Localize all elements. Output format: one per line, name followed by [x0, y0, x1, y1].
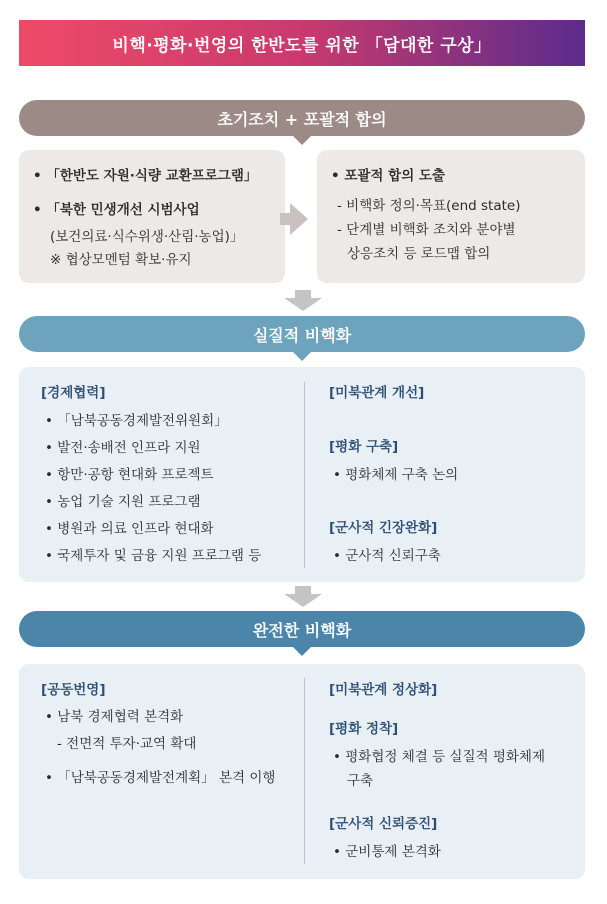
stage2-right-i2: • 평화체제 구축 논의 — [333, 467, 459, 483]
stage3-left-i1-sub: - 전면적 투자·교역 확대 — [57, 736, 197, 752]
stage2-right-h2: [평화 구축] — [329, 439, 399, 455]
stage2-right-i3: • 군사적 신뢰구축 — [333, 548, 441, 564]
list-item: • 항만·공항 현대화 프로젝트 — [45, 467, 214, 483]
stage3-right-i2-cont: 구축 — [347, 773, 374, 789]
stage1-right-sub2: - 단계별 비핵화 조치와 분야별 — [337, 222, 516, 238]
stage1-right-sub2-cont: 상응조치 등 로드맵 합의 — [347, 246, 491, 262]
title-banner — [19, 20, 585, 66]
stage2-right-h1: [미북관계 개선] — [329, 385, 425, 401]
stage2-header — [19, 316, 585, 352]
stage3-right-h2: [평화 정착] — [329, 721, 399, 737]
down-arrow-icon — [284, 586, 322, 608]
stage3-left-i1: • 남북 경제협력 본격화 — [45, 709, 184, 725]
stage3-left-heading: [공동번영] — [41, 682, 106, 698]
stage3-pointer — [292, 646, 312, 656]
list-item: • 국제투자 및 금융 지원 프로그램 등 — [45, 548, 262, 564]
stage2-label: 실질적 비핵화 — [252, 325, 352, 345]
stage3-divider — [304, 678, 305, 864]
stage2-right-h3: [군사적 긴장완화] — [329, 520, 438, 536]
stage2-pointer — [292, 351, 312, 361]
stage2-left-heading: [경제협력] — [41, 385, 106, 401]
stage1-pointer — [292, 135, 312, 145]
list-item: • 발전·송배전 인프라 지원 — [45, 440, 201, 456]
stage1-left-item1: • 「한반도 자원·식량 교환프로그램」 — [33, 168, 258, 184]
stage1-right-head: • 포괄적 합의 도출 — [331, 168, 446, 184]
stage1-right-sub1: - 비핵화 정의·목표(end state) — [337, 198, 521, 214]
stage3-right-h3: [군사적 신뢰증진] — [329, 816, 438, 832]
stage3-right-h1: [미북관계 정상화] — [329, 682, 438, 698]
stage3-right-i2: • 평화협정 체결 등 실질적 평화체제 — [333, 749, 545, 765]
stage1-left-note: ※ 협상모멘텀 확보·유지 — [50, 252, 192, 268]
stage3-header — [19, 611, 585, 647]
stage3-right-i3: • 군비통제 본격화 — [333, 844, 441, 860]
list-item: • 병원과 의료 인프라 현대화 — [45, 521, 214, 537]
page-title: 비핵·평화·번영의 한반도를 위한 「담대한 구상」 — [112, 35, 492, 56]
stage3-left-i2: • 「남북공동경제발전계획」 본격 이행 — [45, 770, 276, 786]
right-arrow-icon — [290, 203, 308, 235]
list-item: • 「남북공동경제발전위원회」 — [45, 413, 228, 429]
stage3-label: 완전한 비핵화 — [252, 620, 352, 640]
stage1-label: 초기조치 + 포괄적 합의 — [217, 109, 387, 129]
stage1-left-item2-sub: (보건의료·식수위생·산림·농업)」 — [50, 229, 244, 245]
stage2-divider — [304, 382, 305, 568]
list-item: • 농업 기술 지원 프로그램 — [45, 494, 201, 510]
down-arrow-icon — [284, 290, 322, 312]
stage1-left-item2: • 「북한 민생개선 시범사업 — [33, 202, 200, 218]
stage1-header — [19, 100, 585, 136]
